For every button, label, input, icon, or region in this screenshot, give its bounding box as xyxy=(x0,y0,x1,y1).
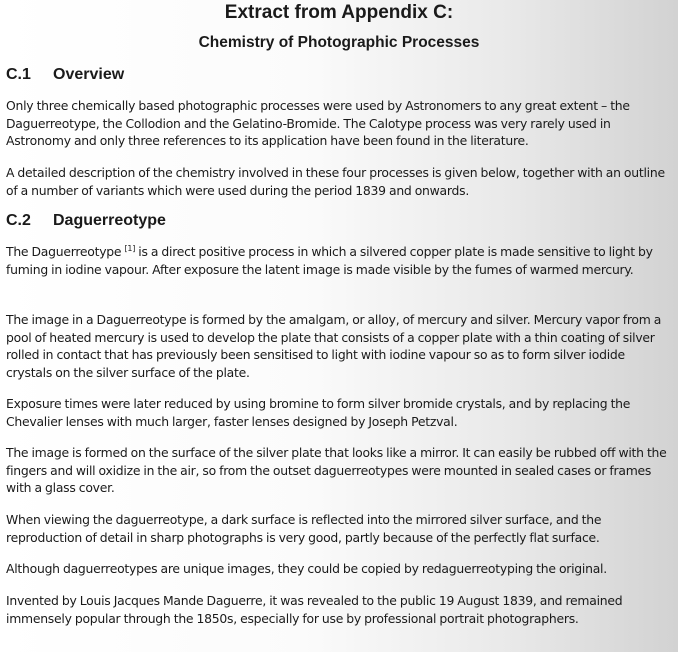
paragraph: Exposure times were later reduced by using bromine to form silver bromide crystals, and by replacing the Chevalier lenses with much larger, faster lenses designed by Joseph Petzval. xyxy=(6,396,631,429)
page-subtitle: Chemistry of Photographic Processes xyxy=(198,34,480,51)
paragraph: Invented by Louis Jacques Mande Daguerre, it was revealed to the public 19 August 1839, and remained immensely popular through the 1850s, especially for use by professional portrait photographers. xyxy=(6,593,623,626)
paragraph xyxy=(6,243,670,278)
section-heading-overview xyxy=(6,65,124,85)
section-title: Overview xyxy=(53,66,125,83)
section-number: C.2 xyxy=(6,212,31,229)
section-title: Daguerreotype xyxy=(53,212,166,229)
paragraph: When viewing the daguerreotype, a dark surface is reflected into the mirrored silver surface, and the reproduction of detail in sharp photographs is very good, partly because of the perfectly flat surface. xyxy=(6,512,602,545)
section-heading-daguerreotype xyxy=(6,211,166,231)
paragraph: A detailed description of the chemistry involved in these four processes is given below, together with an outline of a number of variants which were used during the period 1839 and onwards. xyxy=(6,165,665,198)
reference-marker: [1] xyxy=(124,243,136,253)
paragraph-text: is a direct positive process in which a silvered copper plate is made sensitive to light by fuming in iodine vapour. After exposure the latent image is made visible by the fumes of warmed mercury. xyxy=(6,244,653,277)
paragraph: Only three chemically based photographic processes were used by Astronomers to any great extent – the Daguerreotype, the Collodion and the Gelatino-Bromide. The Calotype process was very rarely used in Astronomy and only three references to its application have been found in the literature. xyxy=(6,98,630,149)
paragraph: The image in a Daguerreotype is formed by the amalgam, or alloy, of mercury and silver. Mercury vapor from a pool of heated mercury is used to develop the plate that consists of a copper plate with a thin coating of silver rolled in contact that has previously been sensitised to light with iodine vapour so as to form silver iodide crystals on the silver surface of the plate. xyxy=(6,312,662,380)
page-title: Extract from Appendix C: xyxy=(224,2,454,23)
paragraph-text: The Daguerreotype xyxy=(6,244,125,259)
section-number: C.1 xyxy=(6,66,31,83)
paragraph: Although daguerreotypes are unique images, they could be copied by redaguerreotyping the original. xyxy=(6,561,607,576)
paragraph: The image is formed on the surface of the silver plate that looks like a mirror. It can easily be rubbed off with the fingers and will oxidize in the air, so from the outset daguerreotypes were mounted in sealed cases or frames with a glass cover. xyxy=(6,445,667,496)
